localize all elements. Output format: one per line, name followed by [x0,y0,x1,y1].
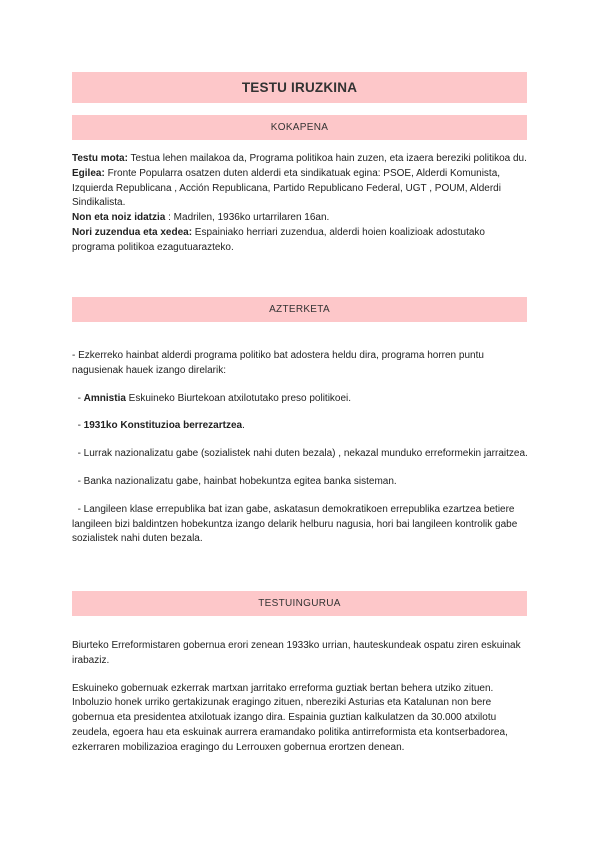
section-heading-kokapena: KOKAPENA [72,115,527,140]
section-heading-testuingurua: TESTUINGURUA [72,591,527,616]
azterketa-point: - Langileen klase errepublika bat izan gabe, askatasun demokratikoen errepublika ezartzea betiere langileen bizi baldintzen hobekuntza izango delarik helburu nagusia, hori bai langileen kontrolik gabe sozialistek nahi duten bezala. [72,503,521,545]
azterketa-point: - 1931ko Konstituzioa berrezartzea. [72,420,245,432]
azterketa-point: - Amnistia Eskuineko Biurtekoan atxilotutako preso politikoei. [72,392,352,404]
document-title: TESTU IRUZKINA [72,72,527,103]
azterketa-point: - Banka nazionalizatu gabe, hainbat hobekuntza egitea banka sisteman. [72,475,397,487]
kokapena-item: Testu mota: Testua lehen mailakoa da, Programa politikoa hain zuzen, eta izaera bereziki politikoa du. [72,153,527,164]
kokapena-item: Non eta noiz idatzia : Madrilen, 1936ko urtarrilaren 16an. [72,212,330,224]
testuingurua-paragraph: Eskuineko gobernuak ezkerrak martxan jarritako erreforma guztiak bertan behera utziko zituen. Inboluzio honek urriko gertakizunak eragingo zituen, nbereziki Asturias eta Katalunan non bere gobernua eta presidentea atxilotuak izango dira. Espainia guztian kalkulatzen da 30.000 atxilotu zeudela, egoera hau eta eskuinak aurrera eramandako politika antirreformista eta kontserbadorea, ezkerraren mobilizazioa eragingo du Lerrouxen gobernua erortzen denean. [72,682,508,753]
azterketa-content [72,349,528,547]
kokapena-item: Nori zuzendua eta xedea: Espainiako herriari zuzendua, alderdi hoien koalizioak adostutako programa politikoa ezagutuarazteko. [72,226,485,253]
kokapena-content [72,152,528,256]
azterketa-point: - Lurrak nazionalizatu gabe (sozialistek nahi duten bezala) , nekazal munduko erreformekin jarraitzea. [72,448,528,460]
section-heading-azterketa: AZTERKETA [72,297,527,322]
testuingurua-content [72,639,528,756]
azterketa-intro: - Ezkerreko hainbat alderdi programa politiko bat adostera heldu dira, programa horren puntu nagusienak hauek izango direlarik: [72,350,484,376]
testuingurua-paragraph: Biurteko Erreformistaren gobernua erori zenean 1933ko urrian, hauteskundeak ospatu ziren eskuinak irabaziz. [72,640,521,666]
kokapena-item: Egilea: Fronte Popularra osatzen duten alderdi eta sindikatuak egina: PSOE, Alderdi Komunista, Izquierda Republicana , Acción Republicana, Partido Republicano Federal, UGT , POUM, Alderdi Sindikalista. [72,167,501,209]
